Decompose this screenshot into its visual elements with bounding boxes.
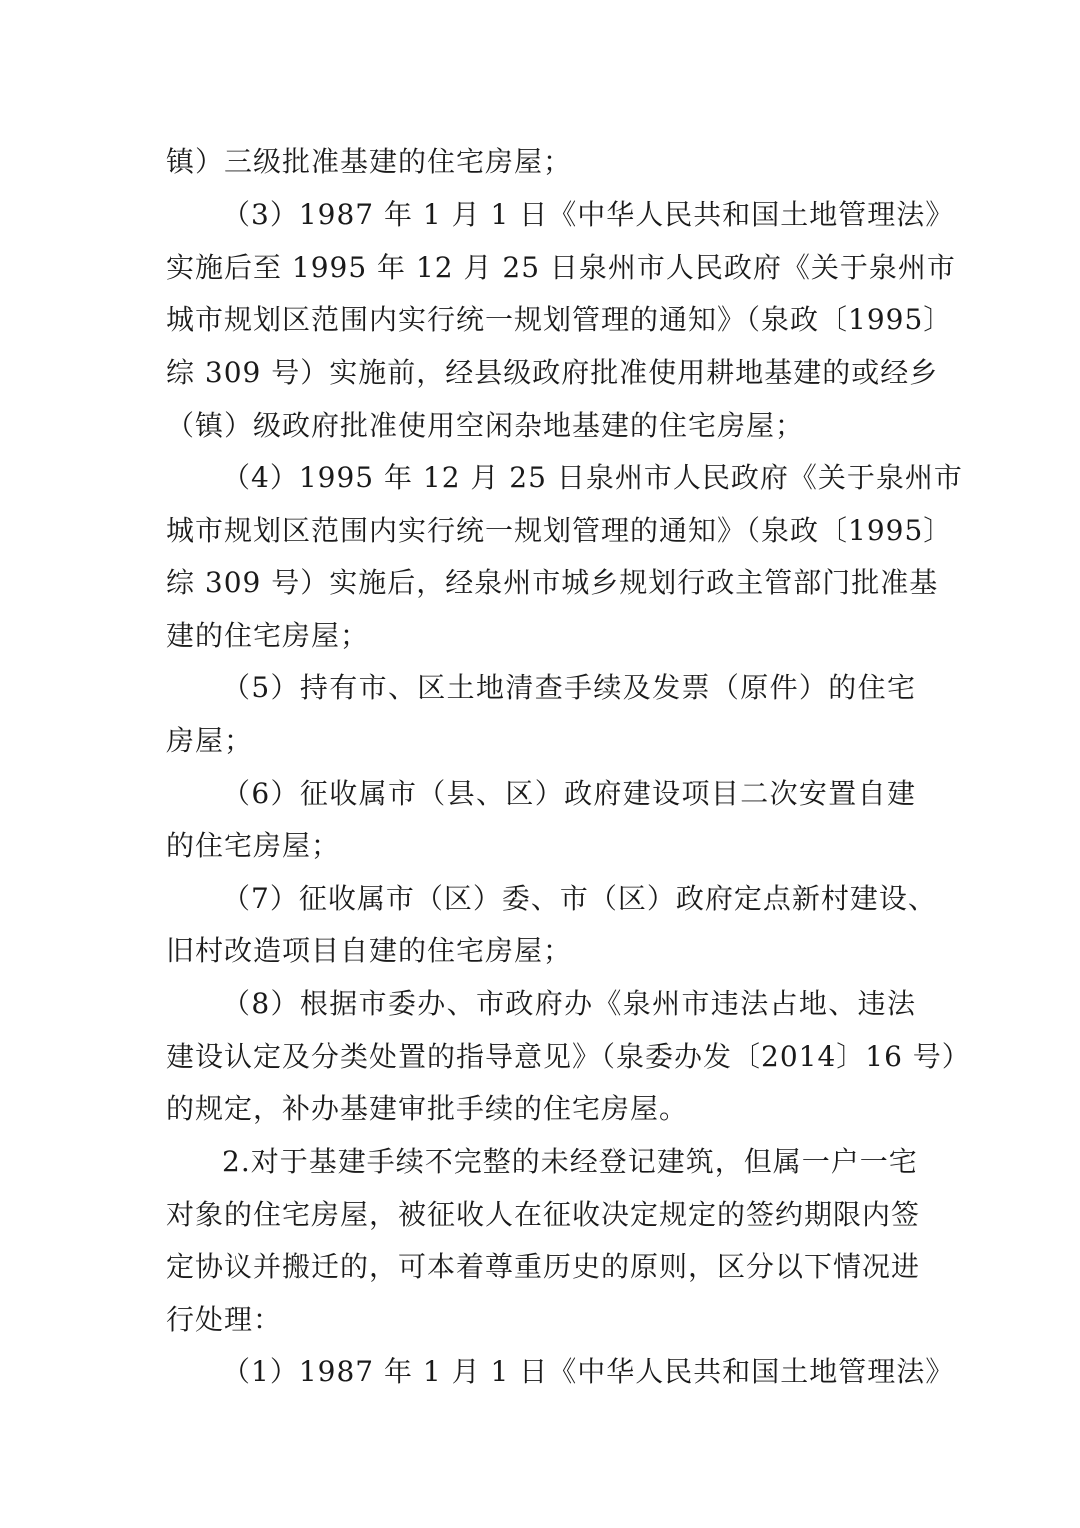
text-line: （7）征收属市（区）委、市（区）政府定点新村建设、 (222, 882, 937, 915)
text-line: 定协议并搬迁的，可本着尊重历史的原则，区分以下情况进 (166, 1250, 921, 1283)
text-line: 镇）三级批准基建的住宅房屋； (166, 145, 573, 178)
text-line: 行处理： (166, 1303, 283, 1336)
text-line: （1）1987 年 1 月 1 日《中华人民共和国土地管理法》 (222, 1355, 955, 1388)
text-line: （镇）级政府批准使用空闲杂地基建的住宅房屋； (166, 409, 805, 442)
text-line: 的规定，补办基建审批手续的住宅房屋。 (166, 1092, 689, 1125)
text-line: 建的住宅房屋； (166, 619, 370, 652)
text-line: 城市规划区范围内实行统一规划管理的通知》（泉政〔1995〕 (166, 303, 953, 336)
text-line: 城市规划区范围内实行统一规划管理的通知》（泉政〔1995〕 (166, 514, 953, 547)
text-line: （5）持有市、区土地清查手续及发票（原件）的住宅 (222, 671, 916, 704)
text-line: （8）根据市委办、市政府办《泉州市违法占地、违法 (222, 987, 916, 1020)
text-line: 对象的住宅房屋，被征收人在征收决定规定的签约期限内签 (166, 1198, 921, 1231)
text-line: （3）1987 年 1 月 1 日《中华人民共和国土地管理法》 (222, 198, 955, 231)
text-line: 建设认定及分类处置的指导意见》（泉委办发〔2014〕16 号） (166, 1040, 971, 1073)
text-line: 旧村改造项目自建的住宅房屋； (166, 934, 573, 967)
text-line: 房屋； (166, 724, 254, 757)
text-line: 综 309 号）实施前，经县级政府批准使用耕地基建的或经乡 (166, 356, 939, 389)
text-line: 实施后至 1995 年 12 月 25 日泉州市人民政府《关于泉州市 (166, 251, 956, 284)
text-line: 综 309 号）实施后，经泉州市城乡规划行政主管部门批准基 (166, 566, 939, 599)
text-line: （4）1995 年 12 月 25 日泉州市人民政府《关于泉州市 (222, 461, 963, 494)
text-line: 2.对于基建手续不完整的未经登记建筑，但属一户一宅 (222, 1145, 918, 1178)
text-line: 的住宅房屋； (166, 829, 341, 862)
text-line: （6）征收属市（县、区）政府建设项目二次安置自建 (222, 777, 916, 810)
